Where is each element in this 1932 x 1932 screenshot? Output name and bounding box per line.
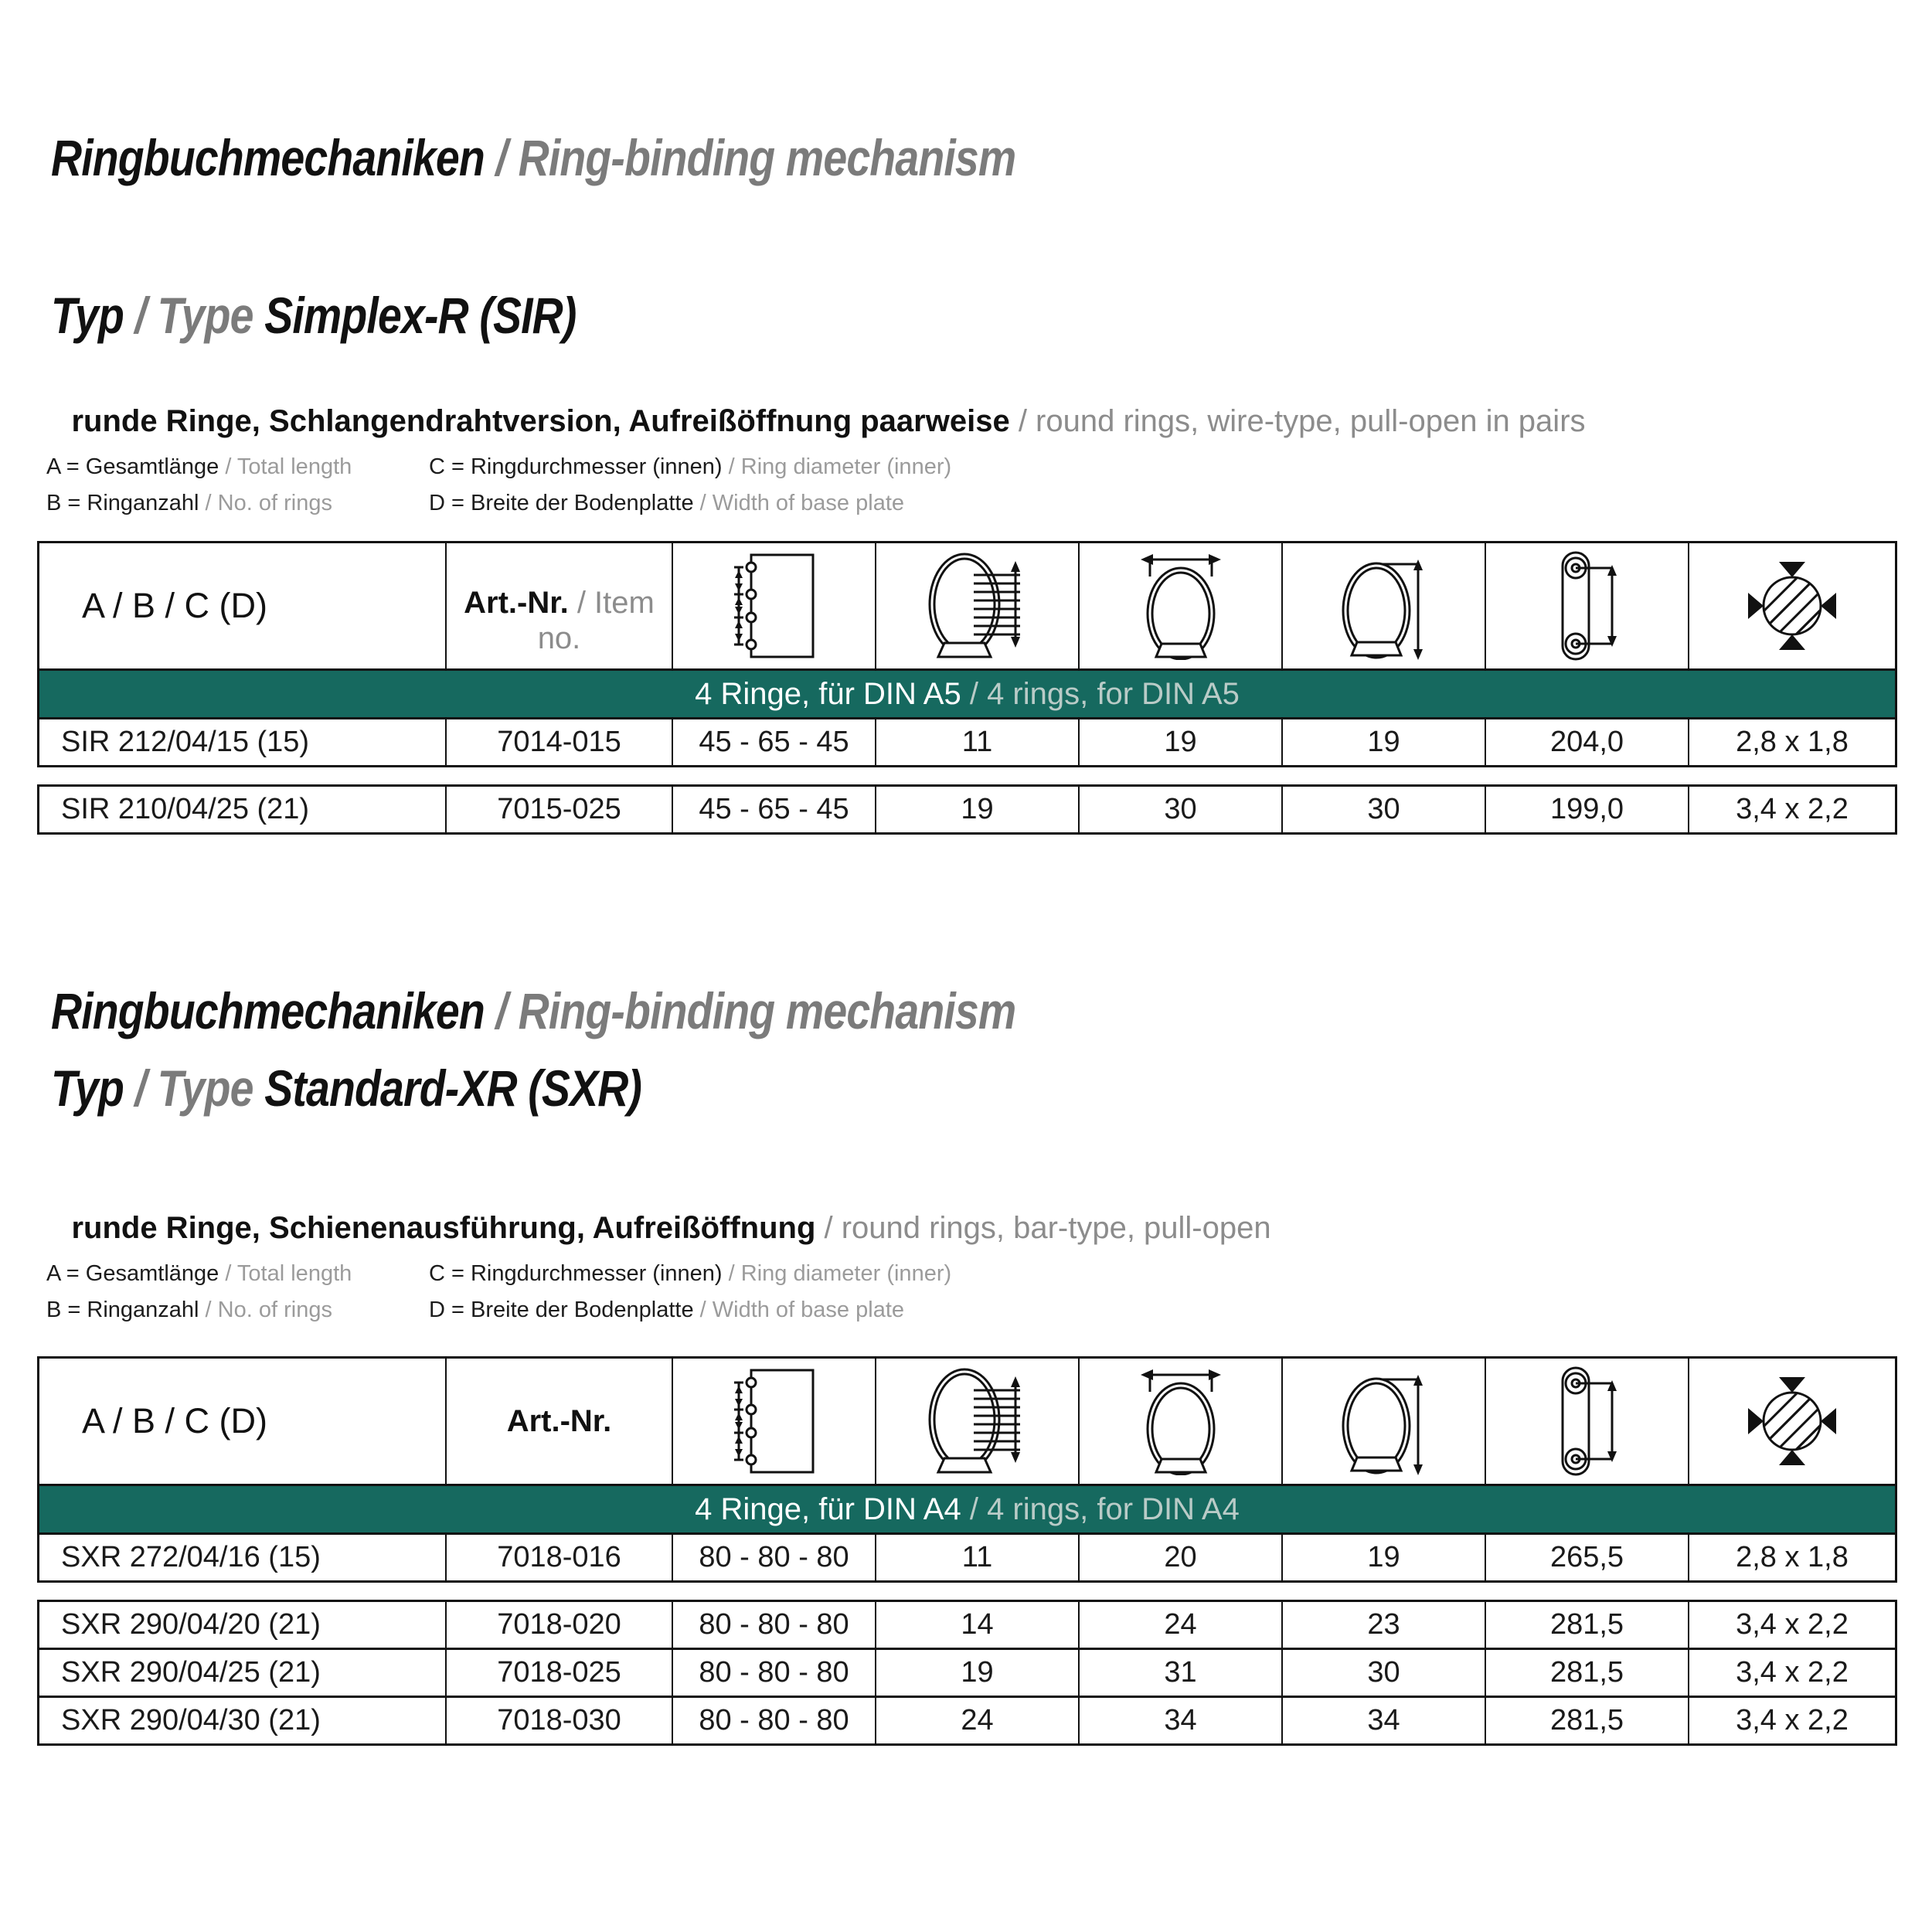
row-cross-section: 2,8 x 1,8 (1736, 1541, 1849, 1573)
legend-item-b: B = Ringanzahl / No. of rings (46, 491, 332, 515)
row-outer-width: 31 (1080, 1650, 1283, 1696)
legend-item-d: D = Breite der Bodenplatte / Width of base plate (429, 491, 905, 515)
row-ring-height: 23 (1283, 1602, 1486, 1648)
row-outer-width: 20 (1080, 1535, 1283, 1580)
row-hole-spacing: 80 - 80 - 80 (673, 1698, 876, 1743)
type-name: Simplex-R (SIR) (264, 287, 577, 344)
table-gap (37, 767, 1897, 784)
type-label-en: / Type (123, 1060, 265, 1117)
title-english: / Ring-binding mechanism (484, 982, 1016, 1039)
section2-type-title (37, 1045, 753, 1131)
row-name: SIR 210/04/25 (21) (39, 787, 447, 832)
table-row (39, 1535, 1895, 1583)
base-plate-rivet-spacing-icon (1486, 1359, 1689, 1484)
legend-item-d: D = Breite der Bodenplatte / Width of base plate (429, 1298, 905, 1322)
wire-cross-section-icon (1689, 1359, 1895, 1484)
description-english: / round rings, wire-type, pull-open in pairs (1009, 404, 1586, 438)
row-cross-section: 3,4 x 2,2 (1736, 1608, 1849, 1641)
row-ring-height: 19 (1283, 719, 1486, 765)
ring-outer-width-icon (1080, 543, 1283, 668)
wire-cross-section-icon (1689, 543, 1895, 668)
legend-item-c: C = Ringdurchmesser (innen) / Ring diameter (inner) (429, 1261, 952, 1286)
header-abcd: A / B / C (D) (39, 1359, 447, 1484)
ring-capacity-icon (876, 1359, 1080, 1484)
row-ring-height: 34 (1283, 1698, 1486, 1743)
row-capacity: 11 (876, 719, 1080, 765)
row-ring-height: 30 (1283, 787, 1486, 832)
type-name: Standard-XR (SXR) (264, 1060, 641, 1117)
row-outer-width: 19 (1080, 719, 1283, 765)
row-capacity: 19 (876, 1650, 1080, 1696)
row-hole-spacing: 45 - 65 - 45 (673, 787, 876, 832)
row-rivet-spacing: 204,0 (1486, 719, 1689, 765)
row-hole-spacing: 80 - 80 - 80 (673, 1535, 876, 1580)
row-outer-width: 24 (1080, 1602, 1283, 1648)
row-capacity: 19 (876, 787, 1080, 832)
row-rivet-spacing: 281,5 (1486, 1650, 1689, 1696)
title-german: Ringbuchmechaniken (50, 982, 485, 1039)
row-ring-height: 30 (1283, 1650, 1486, 1696)
table-row (39, 787, 1895, 835)
row-hole-spacing: 80 - 80 - 80 (673, 1650, 876, 1696)
description-german: runde Ringe, Schlangendrahtversion, Aufreißöffnung paarweise (71, 404, 1010, 438)
ring-capacity-icon (876, 543, 1080, 668)
row-item-no: 7018-020 (447, 1602, 673, 1648)
table-row (39, 1602, 1895, 1650)
description-english: / round rings, bar-type, pull-open (815, 1211, 1271, 1245)
row-outer-width: 30 (1080, 787, 1283, 832)
sheet-with-binder-holes-icon (673, 1359, 876, 1484)
din-a5-band: 4 Ringe, für DIN A5 / 4 rings, for DIN A5 (39, 671, 1895, 719)
section1-legend (46, 454, 951, 516)
legend-item-b: B = Ringanzahl / No. of rings (46, 1298, 332, 1322)
row-name: SXR 290/04/25 (21) (39, 1650, 447, 1696)
row-rivet-spacing: 281,5 (1486, 1602, 1689, 1648)
simplex-table (37, 541, 1897, 835)
row-cross-section: 3,4 x 2,2 (1736, 1656, 1849, 1689)
legend-item-a: A = Gesamtlänge / Total length (46, 1261, 352, 1286)
row-name: SIR 212/04/15 (15) (39, 719, 447, 765)
table-row (39, 1698, 1895, 1746)
description-german: runde Ringe, Schienenausführung, Aufreißöffnung (71, 1211, 816, 1245)
ring-outer-width-icon (1080, 1359, 1283, 1484)
row-hole-spacing: 45 - 65 - 45 (673, 719, 876, 765)
type-label-de: Typ (50, 1060, 124, 1117)
type-label-en: / Type (123, 287, 265, 344)
row-hole-spacing: 80 - 80 - 80 (673, 1602, 876, 1648)
row-outer-width: 34 (1080, 1698, 1283, 1743)
table-row (39, 1650, 1895, 1698)
section1-type-title (37, 272, 676, 359)
row-ring-height: 19 (1283, 1535, 1486, 1580)
row-item-no: 7018-030 (447, 1698, 673, 1743)
row-capacity: 24 (876, 1698, 1080, 1743)
row-name: SXR 290/04/30 (21) (39, 1698, 447, 1743)
title-english: / Ring-binding mechanism (484, 129, 1016, 186)
section2-legend (46, 1261, 951, 1323)
row-cross-section: 3,4 x 2,2 (1736, 793, 1849, 825)
ring-inner-height-icon (1283, 1359, 1486, 1484)
row-rivet-spacing: 199,0 (1486, 787, 1689, 832)
row-capacity: 11 (876, 1535, 1080, 1580)
header-abcd: A / B / C (D) (39, 543, 447, 668)
type-label-de: Typ (50, 287, 124, 344)
header-item-no: Art.-Nr. / Item no. (464, 586, 655, 655)
standard-xr-table (37, 1356, 1897, 1746)
sheet-with-binder-holes-icon (673, 543, 876, 668)
header-item-no: Art.-Nr. (506, 1404, 612, 1438)
table-gap (37, 1583, 1897, 1600)
din-a4-band: 4 Ringe, für DIN A4 / 4 rings, for DIN A4 (39, 1486, 1895, 1535)
row-item-no: 7018-025 (447, 1650, 673, 1696)
ring-inner-height-icon (1283, 543, 1486, 668)
section1-title (37, 114, 1199, 201)
row-cross-section: 3,4 x 2,2 (1736, 1704, 1849, 1736)
legend-item-a: A = Gesamtlänge / Total length (46, 454, 352, 479)
row-capacity: 14 (876, 1602, 1080, 1648)
table-header-row (39, 543, 1895, 671)
row-item-no: 7018-016 (447, 1535, 673, 1580)
row-item-no: 7014-015 (447, 719, 673, 765)
section2-title (37, 968, 1199, 1054)
row-rivet-spacing: 265,5 (1486, 1535, 1689, 1580)
row-rivet-spacing: 281,5 (1486, 1698, 1689, 1743)
row-item-no: 7015-025 (447, 787, 673, 832)
row-name: SXR 272/04/16 (15) (39, 1535, 447, 1580)
table-header-row (39, 1359, 1895, 1486)
legend-item-c: C = Ringdurchmesser (innen) / Ring diameter (inner) (429, 454, 952, 479)
base-plate-rivet-spacing-icon (1486, 543, 1689, 668)
row-name: SXR 290/04/20 (21) (39, 1602, 447, 1648)
title-german: Ringbuchmechaniken (50, 129, 485, 186)
row-cross-section: 2,8 x 1,8 (1736, 726, 1849, 758)
table-row (39, 719, 1895, 767)
